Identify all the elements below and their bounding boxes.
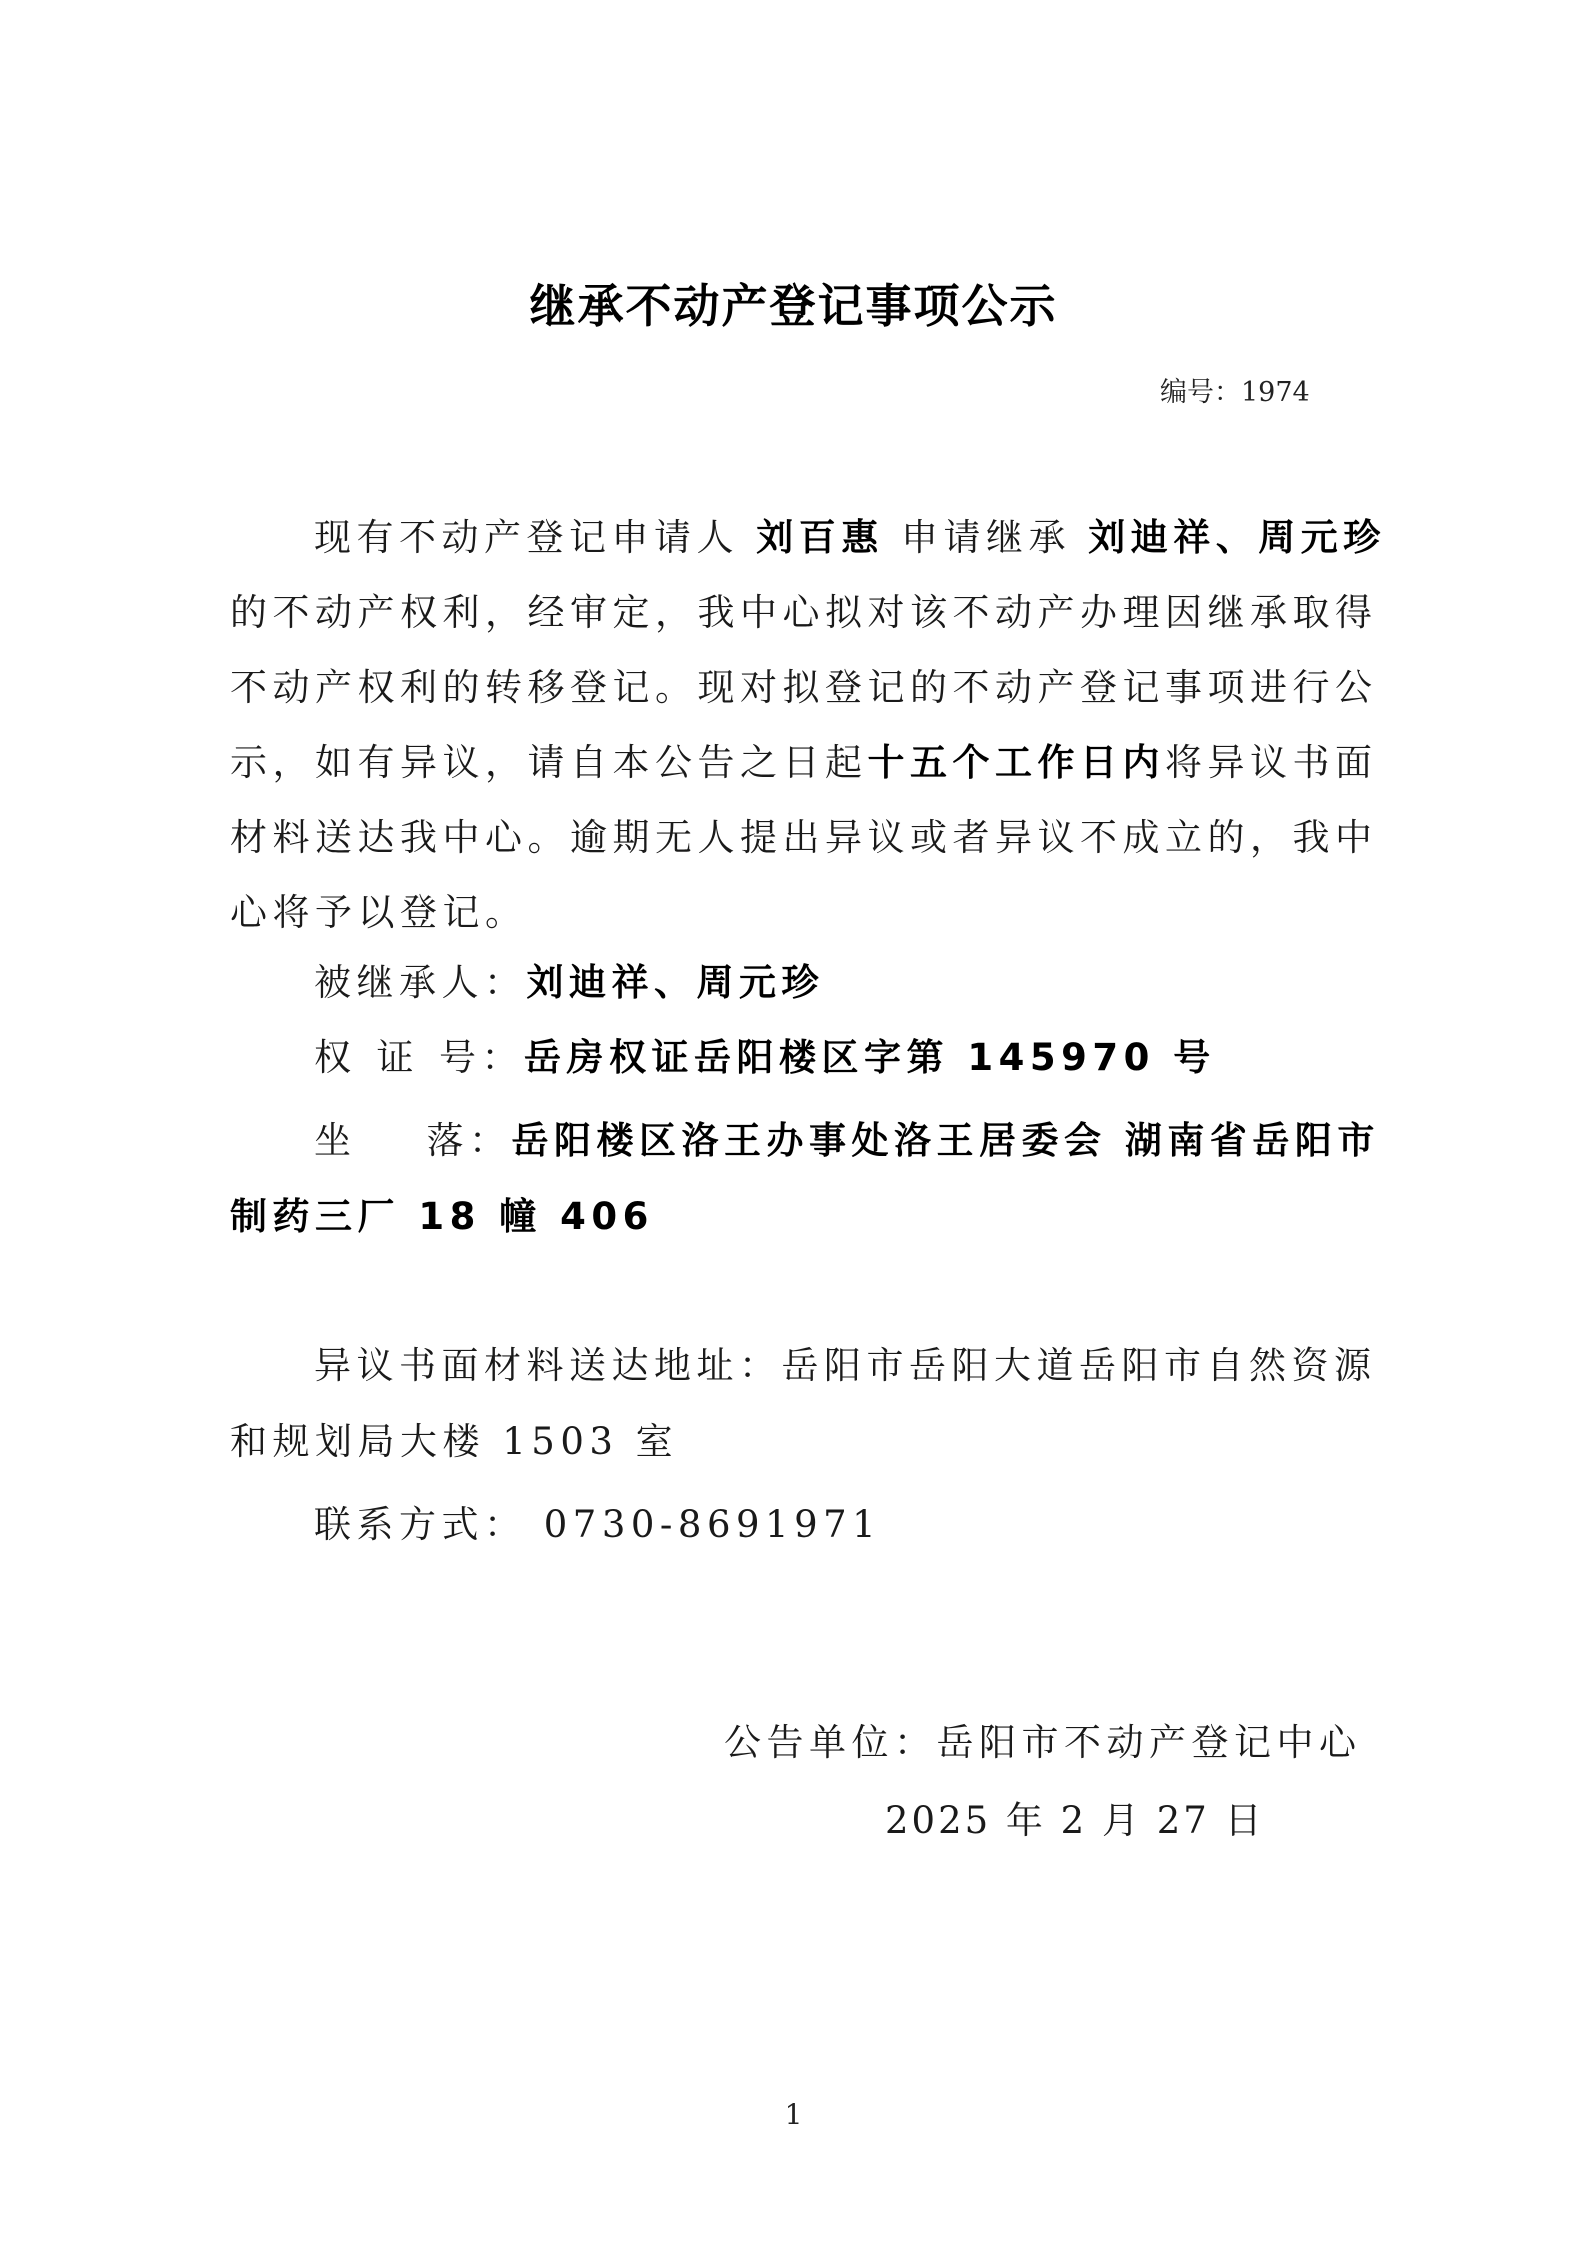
certificate-field xyxy=(314,1027,1216,1081)
certificate-label-char: 权 xyxy=(314,1036,357,1079)
paragraph-text: 申请继承 xyxy=(901,516,1072,559)
location-value: 制药三厂 18 幢 406 xyxy=(230,1195,654,1238)
contact-info: 联系方式： 0730-8691971 xyxy=(314,1503,882,1546)
paragraph-text: 将异议书面 xyxy=(1165,741,1378,784)
location-field-continued xyxy=(230,1186,654,1240)
paragraph-text: 示，如有异议，请自本公告之日起 xyxy=(230,741,868,784)
paragraph-line-5: 材料送达我中心。逾期无人提出异议或者异议不成立的，我中 xyxy=(230,816,1378,859)
decedent-names: 刘迪祥、周元珍 xyxy=(1088,516,1386,559)
certificate-value: 岳房权证岳阳楼区字第 145970 号 xyxy=(524,1036,1216,1079)
paragraph-line-4 xyxy=(230,725,1378,800)
location-value: 岳阳楼区洛王办事处洛王居委会 湖南省岳阳市 xyxy=(511,1119,1380,1162)
issuer-name: 岳阳市不动产登记中心 xyxy=(936,1721,1362,1764)
heir-label: 被继承人： xyxy=(314,961,527,1004)
certificate-label-char: 号： xyxy=(439,1036,524,1079)
page-title: 继承不动产登记事项公示 xyxy=(529,279,1058,333)
heir-field xyxy=(314,952,824,1006)
certificate-label-char: 证 xyxy=(376,1036,419,1079)
document-number: 编号：1974 xyxy=(1160,377,1310,408)
deadline-text: 十五个工作日内 xyxy=(867,741,1165,784)
paragraph-line-6: 心将予以登记。 xyxy=(230,891,528,934)
applicant-name: 刘百惠 xyxy=(756,516,884,559)
heir-value: 刘迪祥、周元珍 xyxy=(526,961,824,1004)
location-field xyxy=(314,1110,1380,1164)
objection-address-line-1: 异议书面材料送达地址：岳阳市岳阳大道岳阳市自然资源 xyxy=(314,1344,1377,1387)
location-label-char: 坐 xyxy=(314,1119,357,1162)
objection-address-line-2: 和规划局大楼 1503 室 xyxy=(230,1420,679,1463)
paragraph-line-1 xyxy=(230,500,1386,575)
issuer-label: 公告单位： xyxy=(724,1721,937,1764)
issue-date: 2025 年 2 月 27 日 xyxy=(885,1799,1265,1842)
paragraph-line-3: 不动产权利的转移登记。现对拟登记的不动产登记事项进行公 xyxy=(230,666,1378,709)
page-number: 1 xyxy=(784,2098,803,2131)
paragraph-line-2: 的不动产权利，经审定，我中心拟对该不动产办理因继承取得 xyxy=(230,591,1378,634)
issuer-line xyxy=(724,1712,1362,1766)
notice-paragraph xyxy=(230,500,1386,950)
location-label-char: 落： xyxy=(426,1119,512,1162)
paragraph-text: 现有不动产登记申请人 xyxy=(314,516,739,559)
